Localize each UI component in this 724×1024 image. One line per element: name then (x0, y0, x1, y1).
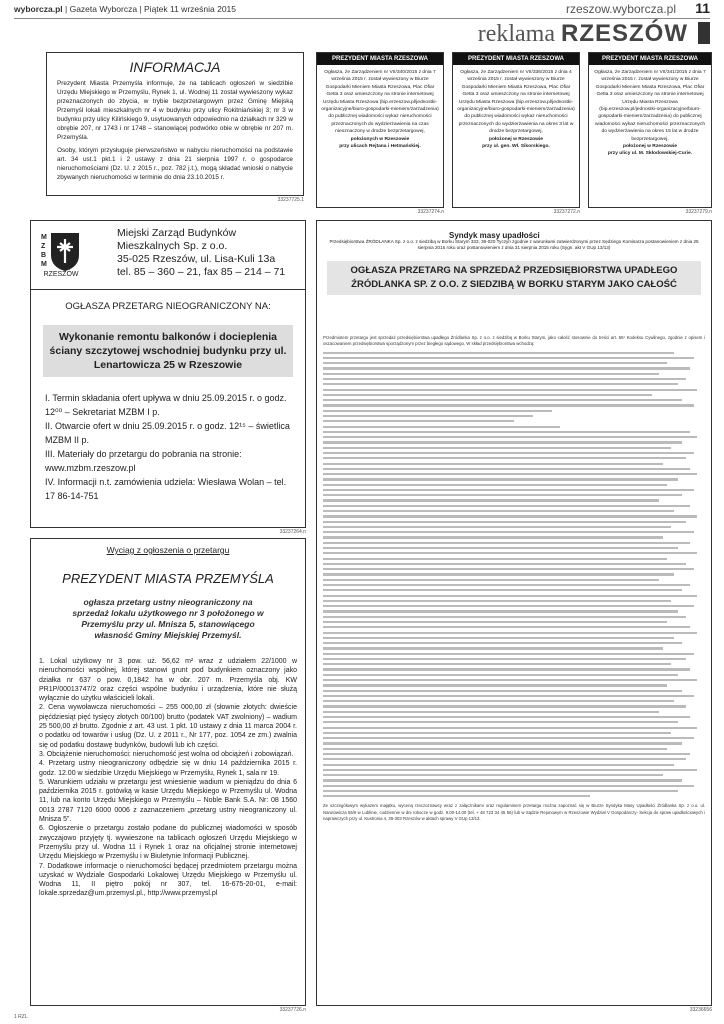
notice-head: PREZYDENT MIASTA RZESZOWA (589, 53, 711, 65)
rzeszow-notice-1 (316, 52, 444, 208)
company-name-2: Mieszkalnych Sp. z o.o. (117, 240, 228, 252)
section-marker (698, 22, 710, 44)
section-label: reklama (477, 21, 555, 47)
syndyk-intro: Przedsiębiorstwa ŹRÓDLANKA Sp. z o.o. z siedzibą w Borku Starym 333, 36-020 Tyczyn zgodnie z warunkami zatwierdzonymi przez Sędziego Komisarza postanowieniem z dnia 25 sierpnia 2015 roku oraz postanowieniem z dnia 31 sierpnia 2015 roku (Sygn. akt V GUp 13/13) (329, 239, 699, 250)
notice-head: PREZYDENT MIASTA RZESZOWA (453, 53, 579, 65)
przemysl-term: 7. Dodatkowe informacje o nieruchomości będącej przedmiotem przetargu można uzyskać w Wydziale Gospodarki Lokalowej Urzędu Miejskiego w Przemyślu ul. Wodna 11, II piętro pokój nr 307, tel. 16-675-20-01, e-mail: lokale.sprzedaz@um.przemysl.pl., http://www.przemysl.pl (39, 862, 297, 898)
przemysl-title: PREZYDENT MIASTA PRZEMYŚLA (62, 571, 274, 586)
przemysl-ad (30, 538, 306, 1006)
przemysl-term: 5. Warunkiem udziału w przetargu jest wniesienie wadium w pieniądzu do dnia 6 października 2015 r. gotówką w kasie Urzędu Miejskiego w Przemyślu ul. Wodna 11, lub na konto Urzędu Miejskiego w Przemyślu – Noble Bank S.A. Nr: 08 1560 0013 2787 7120 6000 0006 z zaznaczeniem „przetarg ustny nieograniczony ul. Mnisza 5”. (39, 778, 297, 824)
przemysl-term: 3. Obciążenie nieruchomości: nieruchomość jest wolna od obciążeń i zobowiązań. (39, 750, 294, 758)
logo-letter: B (41, 252, 47, 259)
przemysl-term: 6. Ogłoszenie o przetargu zostało podane do publicznej wiadomości w sposób zwyczajowo przyjęty tj. wywieszone na tablicach ogłoszeń Urzędu Miejskiego w Przemyślu przy ul. Wodna 11 i Rynek 1 oraz na oficjalnej stronie internetowej Urzędu Miejskiego w Przemyślu i w Biuletynie Informacji Publicznej. (39, 825, 297, 861)
notice-location: położonej w Rzeszowie (622, 144, 678, 150)
informacja-paragraph: Osoby, którym przysługuje pierwszeństwo w nabyciu nieruchomości na podstawie art. 34 ust.1 pkt.1 i 2 ustawy z dnia 21 sierpnia 1997 r. o gospodarce nieruchomościami (Dz. U. z 2015 r., poz. 782 j.t.), mogą składać wnioski o nabycie zbywanych nieruchomości w terminie do dnia 23.10.2015 r. (57, 147, 293, 181)
notice-street: przy ulicach Rejtana i Hetmańskiej. (339, 144, 421, 150)
section-city: RZESZÓW (561, 20, 688, 47)
header-divider (14, 18, 710, 19)
notice-head: PREZYDENT MIASTA RZESZOWA (317, 53, 443, 65)
ad-id: 33237726.n (279, 1007, 306, 1013)
masthead-left: wyborcza.pl | Gazeta Wyborcza | Piątek 11 września 2015 (14, 4, 236, 14)
syndyk-text-lines (323, 352, 705, 798)
mzbm-ad (30, 220, 306, 528)
site-link[interactable]: wyborcza.pl (14, 4, 63, 14)
ad-id: 33236656 (689, 1007, 712, 1013)
ad-id: 33237274.n (417, 209, 444, 215)
ad-id: 33237279.n (685, 209, 712, 215)
syndyk-closing: Ze szczegółowym wykazem majątku, wyceną rzeczoznawcy wraz z załącznikami oraz regulaminem przetargu można zapoznać się w Biurze Syndyka Masy Upadłości Źródlanka Sp. z o.o. ul. Narutowicza 55/6 w Lublinie, codziennie w dni robocze w godz. 9.00-14.00 (tel. + 48 723 34 45 56) lub w Sądzie Rejonowym w Rzeszowie Wydział V Gospodarczy- Sekcja do spraw upadłościowych i naprawczych przy ul. Kustronia 4, 35-303 Rzeszów w aktach sprawy V GUp 13/13. (323, 803, 705, 821)
ad-id: 33237264.n (279, 529, 306, 535)
divider (31, 289, 305, 290)
przemysl-term: 2. Cena wywoławcza nieruchomości – 255 000,00 zł (słownie złotych: dwieście pięćdziesiąt pięć tysięcy złotych 00/100) brutto (podatek VAT zwolniony) – wadium 25 500,00 zł brutto. Zgodnie z art. 43 ust. 1 pkt. 10 ustawy z dnia 11 marca 2004 r. o podatku od towarów i usług (Dz. U. z 2011 r., Nr 177, poz. 1054 ze zm.) zwalnia się od podatku dostawę budynków, budowli lub ich części. (39, 704, 297, 749)
rzeszow-notice-3 (588, 52, 712, 208)
mzbm-term: I. Termin składania ofert upływa w dniu 25.09.2015 r. o godz. 12⁰⁰ – Sekretariat MZBM I p. (45, 393, 287, 417)
rzeszow-notice-2 (452, 52, 580, 208)
syndyk-opening: Przedmiotem przetargu jest sprzedaż przedsiębiorstwa upadłego Źródlanka Sp. z o.o. z siedzibą w Borku Starym, jako całość stosownie do treści art. 55¹ Kodeksu Cywilnego, zgodnie z opisem i oszacowaniem przedsiębiorstwa sporządzonym przez biegłego sądowego. W skład przedsiębiorstwa wchodzą: (323, 335, 705, 347)
section-title (478, 20, 688, 48)
issue-date: Piątek 11 września 2015 (144, 4, 236, 14)
paper-name: Gazeta Wyborcza (69, 4, 138, 14)
notice-street: przy ul. gen. Wł. Sikorskiego. (482, 144, 550, 150)
mzbm-term: IV. Informacji n.t. zamówienia udziela: Wiesława Wolan – tel. 17 86-14-751 (45, 477, 287, 501)
notice-location: położonych w Rzeszowie (350, 136, 410, 142)
przemysl-subtitle: ogłasza przetarg ustny nieograniczony na sprzedaż lokalu użytkowego nr 3 położonego w Przemyślu przy ul. Mnisza 5, stanowiącego własność Gminy Miejskiej Przemyśl. (72, 597, 264, 640)
informacja-paragraph: Prezydent Miasta Przemyśla informuje, że na tablicach ogłoszeń w siedzibie Urzędu Miejskiego w Przemyślu, Rynek 1, ul. Wodnej 11 został wywieszony wykaz przeznaczonych do zbycia, w trybie bezprzetargowym przez Gminę Miejską Przemyśl lokali mieszkalnych nr 4 w budynku przy ulicy Rokitniańskiej 3; nr 3 w budynku przy ulicy Kilińskiego 9, usytuowanych odpowiednio na działkach nr 329 w obrębie 207, nr 1743 i nr 1748 – stanowiącej podwórko obie w obrębie nr 207 m. Przemyśla. (57, 80, 293, 141)
syndyk-ad (316, 220, 712, 1006)
notice-text: Ogłasza, że Zarządzeniem nr VII/336/2015 z dnia 4 września 2015 r. został wywieszony w Biurze Gospodarki Mieniem Miasta Rzeszowa, Plac Ofiar Getta 3 oraz umieszczony na stronie internetowej Urzędu Miasta Rzeszowa (bip.erzeszow.pl/jednostki-organizacyjne/biuro-gospodarki-mieniem/zarzadzenia) do publicznej wiadomości wykaz nieruchomości przeznaczonych do wydzierżawienia na okres 3 lat w drodze bezprzetargowej, (457, 70, 575, 135)
informacja-ad (46, 52, 304, 196)
ad-id: 33237272.n (553, 209, 580, 215)
notice-body (317, 65, 443, 154)
logo-letter: Z (41, 243, 46, 250)
mzbm-address-block (117, 227, 285, 279)
page-footer-code: 1 RZL (14, 1014, 28, 1020)
logo-letter: M (41, 234, 47, 241)
mzbm-tender-subject: Wykonanie remontu balkonów i docieplenia ściany szczytowej wschodniej budynku przy ul. Lenartowicza 25 w Rzeszowie (43, 325, 293, 377)
company-address: 35-025 Rzeszów, ul. Lisa-Kuli 13a (117, 253, 276, 265)
informacja-body (47, 75, 303, 186)
mzbm-emblem-icon (39, 231, 83, 271)
company-phone: tel. 85 – 360 – 21, fax 85 – 214 – 71 (117, 266, 286, 278)
notice-location: położonej w Rzeszowie (488, 136, 544, 142)
notice-body (589, 65, 711, 162)
company-name: Miejski Zarząd Budynków (117, 227, 237, 239)
ad-id: 33237725.1 (277, 197, 304, 203)
notice-street: przy ulicy ul. M. Skłodowskiej-Curie. (607, 151, 693, 157)
mzbm-term: II. Otwarcie ofert w dniu 25.09.2015 r. o godz. 12¹⁵ – świetlica MZBM II p. (45, 421, 290, 445)
notice-text: Ogłasza, że Zarządzeniem nr VII/340/2015 z dnia 7 września 2015 r. został wywieszony w Biurze Gospodarki Mieniem Miasta Rzeszowa, Plac Ofiar Getta 3 oraz umieszczony na stronie internetowej Urzędu Miasta Rzeszowa (bip.erzeszow.pl/jednostki-organizacyjne/biuro-gospodarki-mieniem/zarzadzenia) do publicznej wiadomości wykaz nieruchomości przeznaczonych do wydzierżawienia na czas nieoznaczony w drodze bezprzetargowej, (321, 70, 439, 135)
syndyk-head: Syndyk masy upadłości (449, 231, 540, 240)
mzbm-announcement: OGŁASZA PRZETARG NIEOGRANICZONY NA: (65, 301, 271, 312)
mzbm-terms (45, 391, 293, 503)
przemysl-terms (39, 657, 297, 899)
mzbm-logo (39, 231, 83, 278)
informacja-title: INFORMACJA (129, 59, 221, 75)
syndyk-banner: OGŁASZA PRZETARG NA SPRZEDAŻ PRZEDSIĘBIORSTWA UPADŁEGO ŹRÓDLANKA SP. Z O.O. Z SIEDZIBĄ W BORKU STARYM JAKO CAŁOŚĆ (327, 261, 701, 295)
logo-letter: M (41, 261, 47, 268)
notice-body (453, 65, 579, 154)
przemysl-term: 4. Przetarg ustny nieograniczony odbędzie się w dniu 14 października 2015 r. godz. 12.00 w siedzibie Urzędu Miejskiego w Przemyślu, Rynek 1, sala nr 19. (39, 760, 297, 777)
logo-city: RZESZÓW (43, 271, 79, 278)
excerpt-label: Wyciąg z ogłoszenia o przetargu (106, 545, 230, 555)
syndyk-body (323, 335, 705, 822)
notice-text: Ogłasza, że Zarządzeniem nr VII/341/2015 z dnia 7 września 2015 r. został wywieszony w Biurze Gospodarki Mieniem Miasta Rzeszowa, Plac Ofiar Getta 3 oraz umieszczony na stronie internetowej Urzędu Miasta Rzeszowa (bip.erzeszow.pl/jednostki-organizacyjne/biuro-gospodarki-mieniem/zarzadzenia) do publicznej wiadomości wykaz nieruchomości przeznaczonych do wydzierżawienia na okres 15 lat w drodze bezprzetargowej, (594, 70, 706, 142)
page-number: 11 (695, 0, 710, 16)
section-site[interactable]: rzeszow.wyborcza.pl (565, 2, 676, 16)
mzbm-term: III. Materiały do przetargu do pobrania na stronie: www.mzbm.rzeszow.pl (45, 449, 242, 473)
przemysl-term: 1. Lokal użytkowy nr 3 pow. uż. 56,62 m² wraz z udziałem 22/1000 w nieruchomości wspólnej, której stanowi grunt pod budynkiem oznaczony jako działka nr 637 o pow. 0,1842 ha w obr. 207 m. Przemyśla obj. KW PR1P/00013747/2 oraz części wspólne budynku i urządzenia, które nie służą wyłącznie do użytku właścicieli lokali. (39, 658, 297, 703)
